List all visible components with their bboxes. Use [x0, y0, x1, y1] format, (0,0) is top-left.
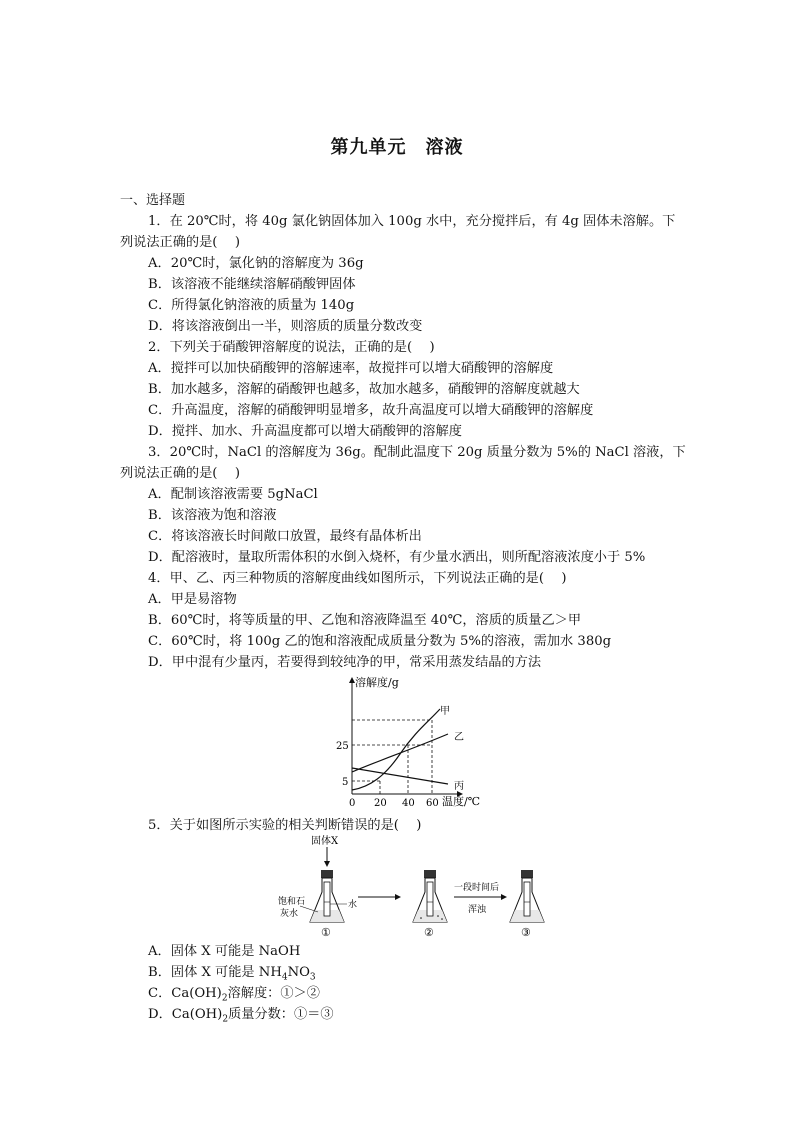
q4-option-d: D．甲中混有少量丙，若要得到较纯净的甲，常采用蒸发结晶的方法	[148, 655, 542, 670]
page-title: 第九单元 溶液	[330, 137, 464, 158]
q1-option-c: C．所得氯化钠溶液的质量为 140g	[148, 298, 355, 313]
q3-option-c: C．将该溶液长时间敞口放置，最终有晶体析出	[148, 529, 422, 544]
q5-stem: 5．关于如图所示实验的相关判断错误的是( )	[148, 818, 422, 833]
q3-option-d: D．配溶液时，量取所需体积的水倒入烧杯，有少量水洒出，则所配溶液浓度小于 5%	[148, 550, 646, 565]
x-tick-20: 20	[374, 798, 387, 809]
curve-yi	[352, 734, 448, 772]
curve-label-yi: 乙	[454, 732, 464, 743]
q4-stem: 4．甲、乙、丙三种物质的溶解度曲线如图所示，下列说法正确的是( )	[148, 571, 567, 586]
curve-bing	[352, 768, 448, 784]
q3-option-b: B．该溶液为饱和溶液	[148, 508, 277, 523]
y-axis-label: 溶解度/g	[355, 676, 399, 689]
q5-option-c: C．$Ca(OH)_2$溶解度：①＞②	[148, 986, 320, 1004]
q4-option-a: A．甲是易溶物	[148, 592, 237, 607]
y-tick-25: 25	[336, 741, 349, 752]
x-tick-0: 0	[349, 798, 356, 809]
step-1-label: ①	[321, 926, 331, 939]
q1-stem-line2: 列说法正确的是( )	[120, 235, 240, 250]
q2-option-b: B．加水越多，溶解的硝酸钾也越多，故加水越多，硝酸钾的溶解度就越大	[148, 382, 580, 397]
solid-x-label: 固体X	[311, 836, 339, 847]
limewater-label-1: 饱和石	[278, 897, 306, 907]
q5-option-d: D．$Ca(OH)_2$质量分数：①＝③	[148, 1007, 334, 1025]
flask-2	[413, 870, 447, 922]
x-tick-40: 40	[402, 798, 415, 809]
q2-stem: 2．下列关于硝酸钾溶解度的说法，正确的是( )	[148, 340, 435, 355]
limewater-label-2: 灰水	[280, 909, 299, 919]
q1-option-a: A．20℃时，氯化钠的溶解度为 36g	[148, 256, 364, 271]
curve-jia	[352, 709, 440, 790]
curve-label-bing: 丙	[454, 781, 464, 792]
q4-option-b: B．60℃时，将等质量的甲、乙饱和溶液降温至 40℃，溶质的质量乙＞甲	[148, 613, 582, 628]
after-time-label: 一段时间后	[454, 883, 500, 893]
x-tick-60: 60	[426, 798, 439, 809]
q2-option-d: D．搅拌、加水、升高温度都可以增大硝酸钾的溶解度	[148, 424, 462, 439]
q5-option-a: A．固体 X 可能是 NaOH	[148, 944, 301, 959]
q2-option-c: C．升高温度，溶解的硝酸钾明显增多，故升高温度可以增大硝酸钾的溶解度	[148, 403, 594, 418]
solubility-curve-graph	[330, 672, 500, 812]
experiment-diagram	[270, 832, 570, 944]
q3-stem-line2: 列说法正确的是( )	[120, 466, 240, 481]
q2-option-a: A．搅拌可以加快硝酸钾的溶解速率，故搅拌可以增大硝酸钾的溶解度	[148, 361, 554, 376]
q1-option-b: B．该溶液不能继续溶解硝酸钾固体	[148, 277, 356, 292]
q3-option-a: A．配制该溶液需要 5gNaCl	[148, 487, 318, 502]
flask-3	[510, 870, 544, 922]
q1-option-d: D．将该溶液倒出一半，则溶质的质量分数改变	[148, 319, 423, 334]
step-2-label: ②	[424, 926, 434, 939]
q5-option-b: B．固体 X 可能是 $NH_4NO_3$	[148, 965, 316, 983]
flask-1	[310, 870, 344, 922]
y-tick-5: 5	[342, 777, 349, 788]
section-heading: 一、选择题	[120, 193, 186, 208]
water-label: 水	[348, 900, 358, 910]
q4-option-c: C．60℃时，将 100g 乙的饱和溶液配成质量分数为 5%的溶液，需加水 380g	[148, 634, 612, 649]
curve-label-jia: 甲	[440, 706, 450, 717]
q1-stem-line1: 1．在 20℃时，将 40g 氯化钠固体加入 100g 水中，充分搅拌后，有 4g 固体未溶解。下	[148, 214, 676, 229]
turbid-label: 浑浊	[468, 905, 487, 915]
step-3-label: ③	[521, 926, 531, 939]
x-axis-label: 温度/℃	[442, 795, 481, 808]
q3-stem-line1: 3．20℃时，NaCl 的溶解度为 36g。配制此温度下 20g 质量分数为 5%的 NaCl 溶液，下	[148, 445, 686, 460]
